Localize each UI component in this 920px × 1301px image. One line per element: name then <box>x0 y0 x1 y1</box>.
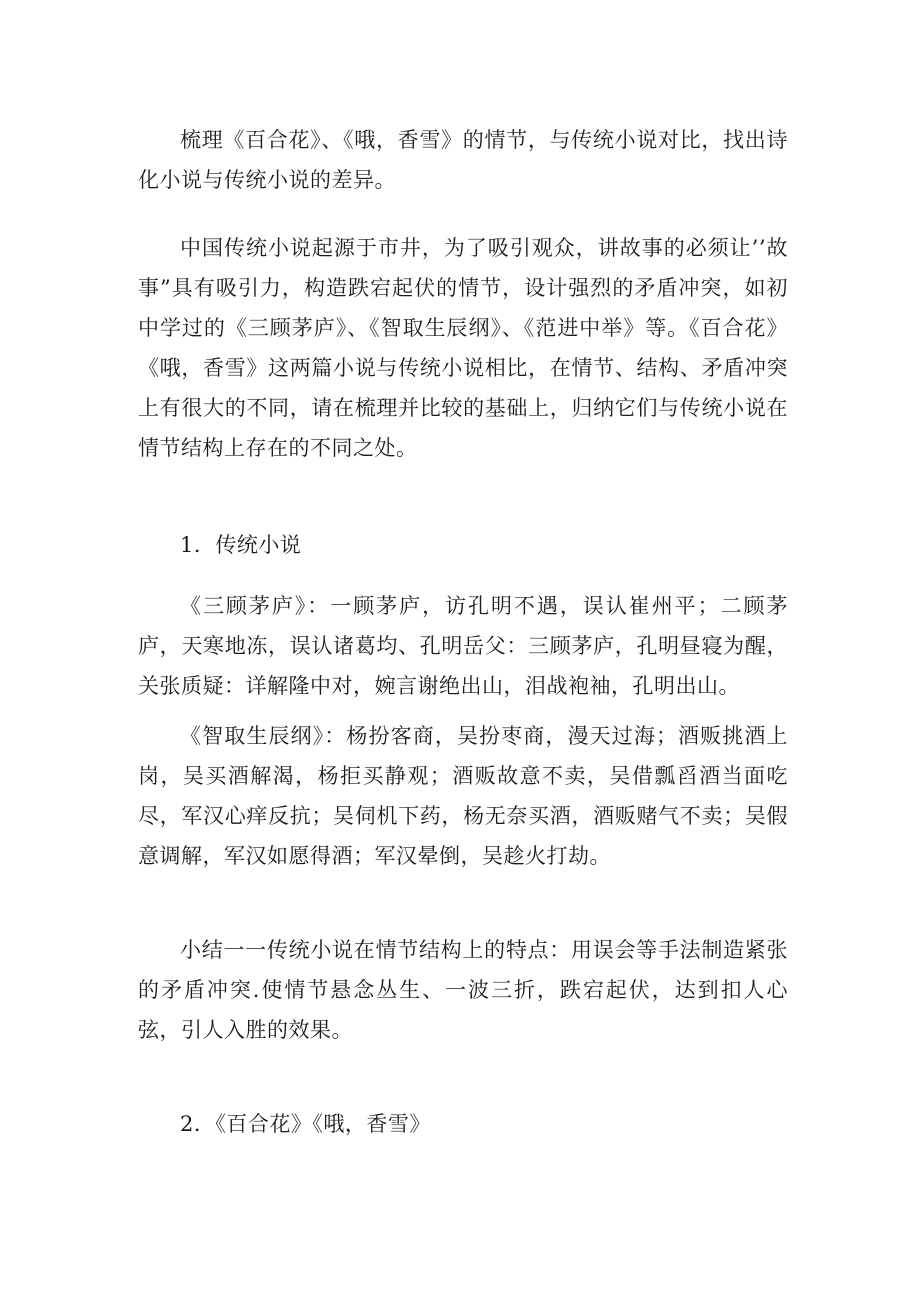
paragraph-summary: 小结一一传统小说在情节结构上的特点：用误会等手法制造紧张的矛盾冲突.使情节悬念丛生、一波三折，跌宕起伏，达到扣人心弦，引人入胜的效果。 <box>138 938 788 1042</box>
paragraph-sangu-maolu: 《三顾茅庐》：一顾茅庐，访孔明不遇，误认崔州平；二顾茅庐，天寒地冻，误认诸葛均、孔明岳父：三顾茅庐，孔明昼寝为醒，关张质疑：详解隆中对，婉言谢绝出山，泪战袍袖，孔明出山。 <box>138 594 788 698</box>
paragraph-background: 中国传统小说起源于市井，为了吸引观众，讲故事的必须让’’故事”具有吸引力，构造跌宕起伏的情节，设计强烈的矛盾冲突，如初中学过的《三顾茅庐》、《智取生辰纲》、《范进中举》等。《百合花》《哦，香雪》这两篇小说与传统小说相比，在情节、结构、矛盾冲突上有很大的不同，请在梳理并比较的基础上，归纳它们与传统小说在情节结构上存在的不同之处。 <box>138 236 788 460</box>
section-heading-traditional-novel: 1．传统小说 <box>180 533 302 557</box>
paragraph-zhiqu-shengchengang: 《智取生辰纲》：杨扮客商，吴扮枣商，漫天过海；酒贩挑酒上岗，吴买酒解渴，杨拒买静观；酒贩故意不卖，吴借瓢舀酒当面吃尽，军汉心痒反抗；吴伺机下药，杨无奈买酒，酒贩赌气不卖；吴假意调解，军汉如愿得酒；军汉晕倒，吴趁火打劫。 <box>138 724 788 868</box>
paragraph-intro-task: 梳理《百合花》、《哦，香雪》的情节，与传统小说对比，找出诗化小说与传统小说的差异。 <box>138 128 788 192</box>
section-heading-baihehua-xiangxue: 2．《百合花》《哦，香雪》 <box>180 1112 431 1136</box>
